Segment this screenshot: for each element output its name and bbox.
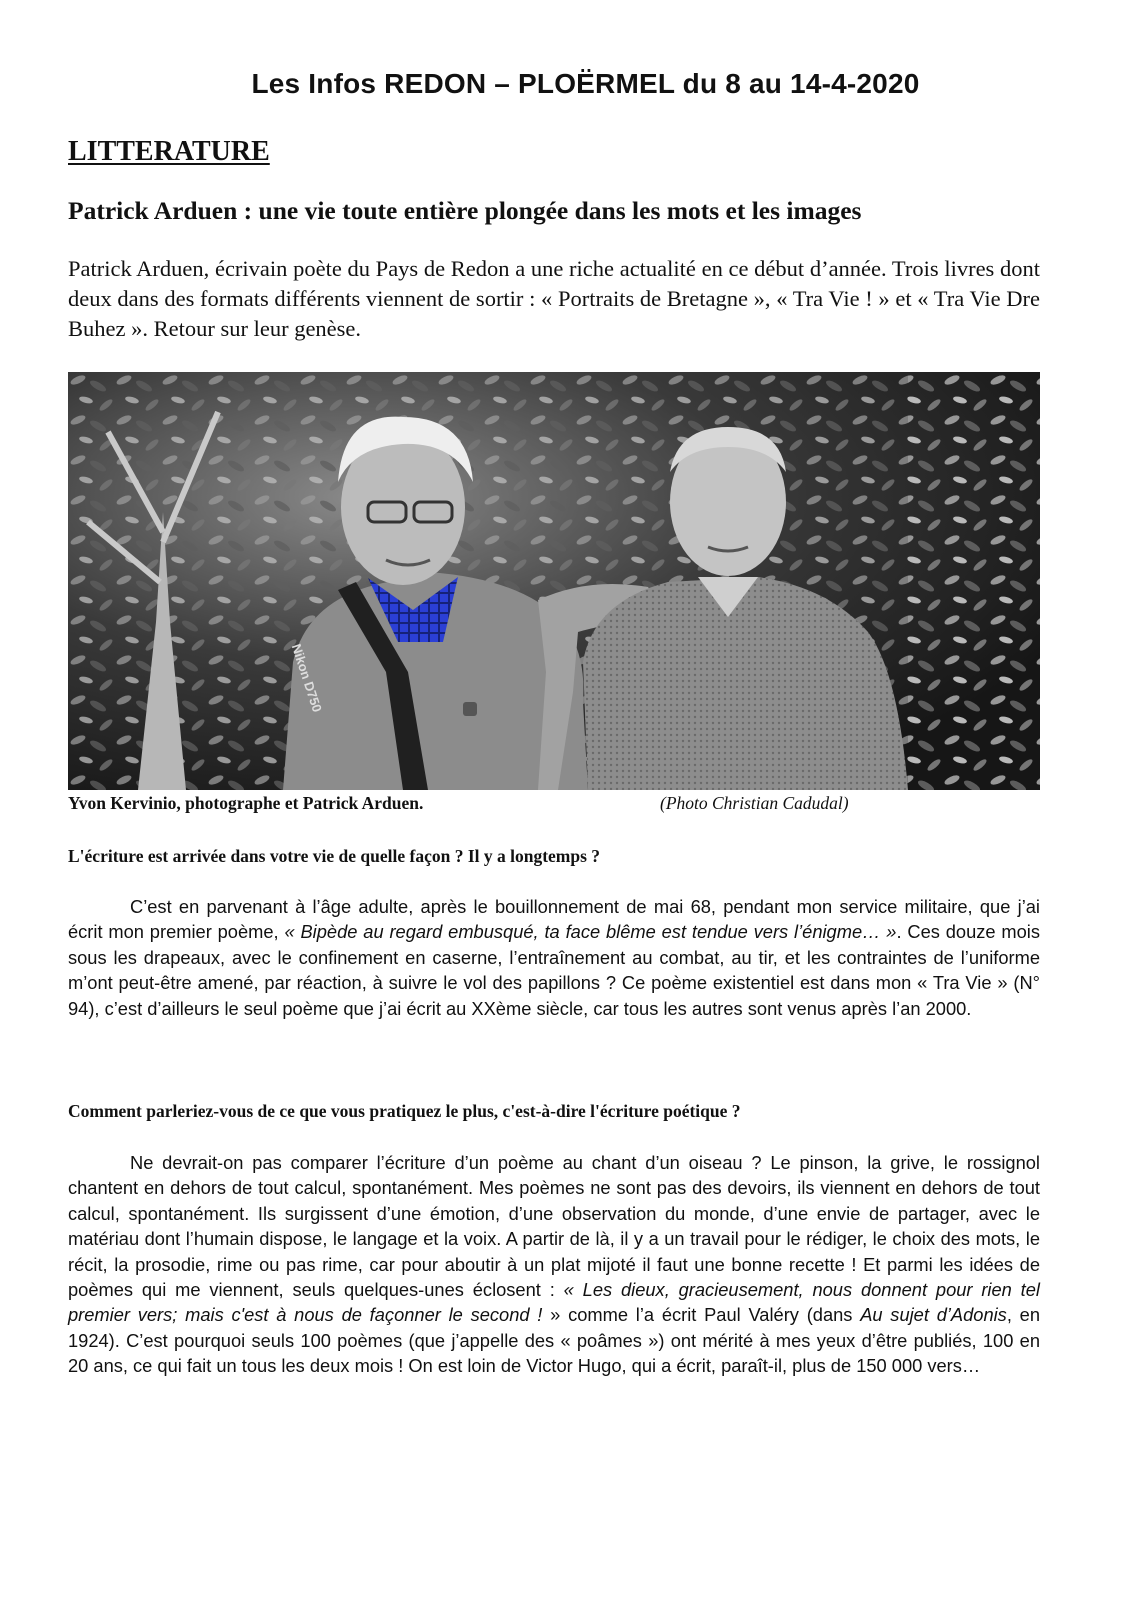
section-label: LITTERATURE xyxy=(68,136,270,167)
answer-2-text-c: , en 1924). C’est pourquoi seuls 100 poèmes (que j’appelle des « poâmes ») ont mérité à mes yeux d’être publiés, 100 en 20 ans, ce qui fait un tous les deux mois ! On est loin de Victor Hugo, qui a écrit, paraît-il, plus de 150 000 vers… xyxy=(68,1304,1041,1377)
article-photo xyxy=(68,372,1040,790)
interview-answer-2 xyxy=(68,1150,1040,1379)
interview-question-1: L'écriture est arrivée dans votre vie de quelle façon ? Il y a longtemps ? xyxy=(68,846,601,866)
article-title: Patrick Arduen : une vie toute entière plongée dans les mots et les images xyxy=(68,196,862,225)
answer-1-quote: « Bipède au regard embusqué, ta face blême est tendue vers l’énigme… » xyxy=(284,921,897,943)
answer-2-book-title: Au sujet d’Adonis xyxy=(860,1304,1007,1326)
answer-1-text-b: . Ces douze mois sous les drapeaux, avec le confinement en caserne, l’entraînement au combat, au tir, et les contraintes de l’uniforme m’ont peut-être amené, par réaction, à suivre le vol des papillons ? Ce poème existentiel est dans mon « Tra Vie » (N° 94), c’est d’ailleurs le seul poème que j’ai écrit au XXème siècle, car tous les autres sont venus après l’an 2000. xyxy=(68,921,1041,1019)
answer-2-text-b: » comme l’a écrit Paul Valéry (dans xyxy=(550,1304,861,1326)
article-lead: Patrick Arduen, écrivain poète du Pays de Redon a une riche actualité en ce début d’année. Trois livres dont deux dans des formats différents viennent de sortir : « Portraits de Bretagne », « Tra Vie ! » et « Tra Vie Dre Buhez ». Retour sur leur genèse. xyxy=(68,256,1040,341)
interview-answer-1 xyxy=(68,894,1040,1021)
interview-question-2: Comment parleriez-vous de ce que vous pratiquez le plus, c'est-à-dire l'écriture poétique ? xyxy=(68,1101,741,1121)
answer-2-quote: « Les dieux, gracieusement, nous donnent pour rien tel premier vers; mais c'est à nous de façonner le second ! xyxy=(68,1279,1040,1326)
photo-credit: (Photo Christian Cadudal) xyxy=(660,793,849,813)
answer-2-text-a: Ne devrait-on pas comparer l’écriture d’un poème au chant d’un oiseau ? Le pinson, la grive, le rossignol chantent en dehors de tout calcul, spontanément. Mes poèmes ne sont pas des devoirs, ils viennent en dehors de tout calcul, spontanément. Ils surgissent d’une émotion, d’une observation du monde, d’une envie de partager, avec le matériau dont l’humain dispose, le langage et la voix. A partir de là, il y a un travail pour le rédiger, le choix des mots, le récit, la prosodie, rime ou pas rime, car pour aboutir à un plat mijoté il faut une bonne recette ! Et parmi les idées de poèmes qui me viennent, seuls quelques-unes éclosent : xyxy=(68,1152,1040,1301)
camera-strap-text: Nikon D750 xyxy=(288,642,325,714)
portrait-photo-illustration xyxy=(68,372,1040,790)
answer-1-text-a: C’est en parvenant à l’âge adulte, après le bouillonnement de mai 68, pendant mon service militaire, que j’ai écrit mon premier poème, xyxy=(68,896,1040,943)
newspaper-header: Les Infos REDON – PLOËRMEL du 8 au 14-4-2020 xyxy=(251,68,920,99)
photo-caption: Yvon Kervinio, photographe et Patrick Arduen. xyxy=(68,793,424,813)
